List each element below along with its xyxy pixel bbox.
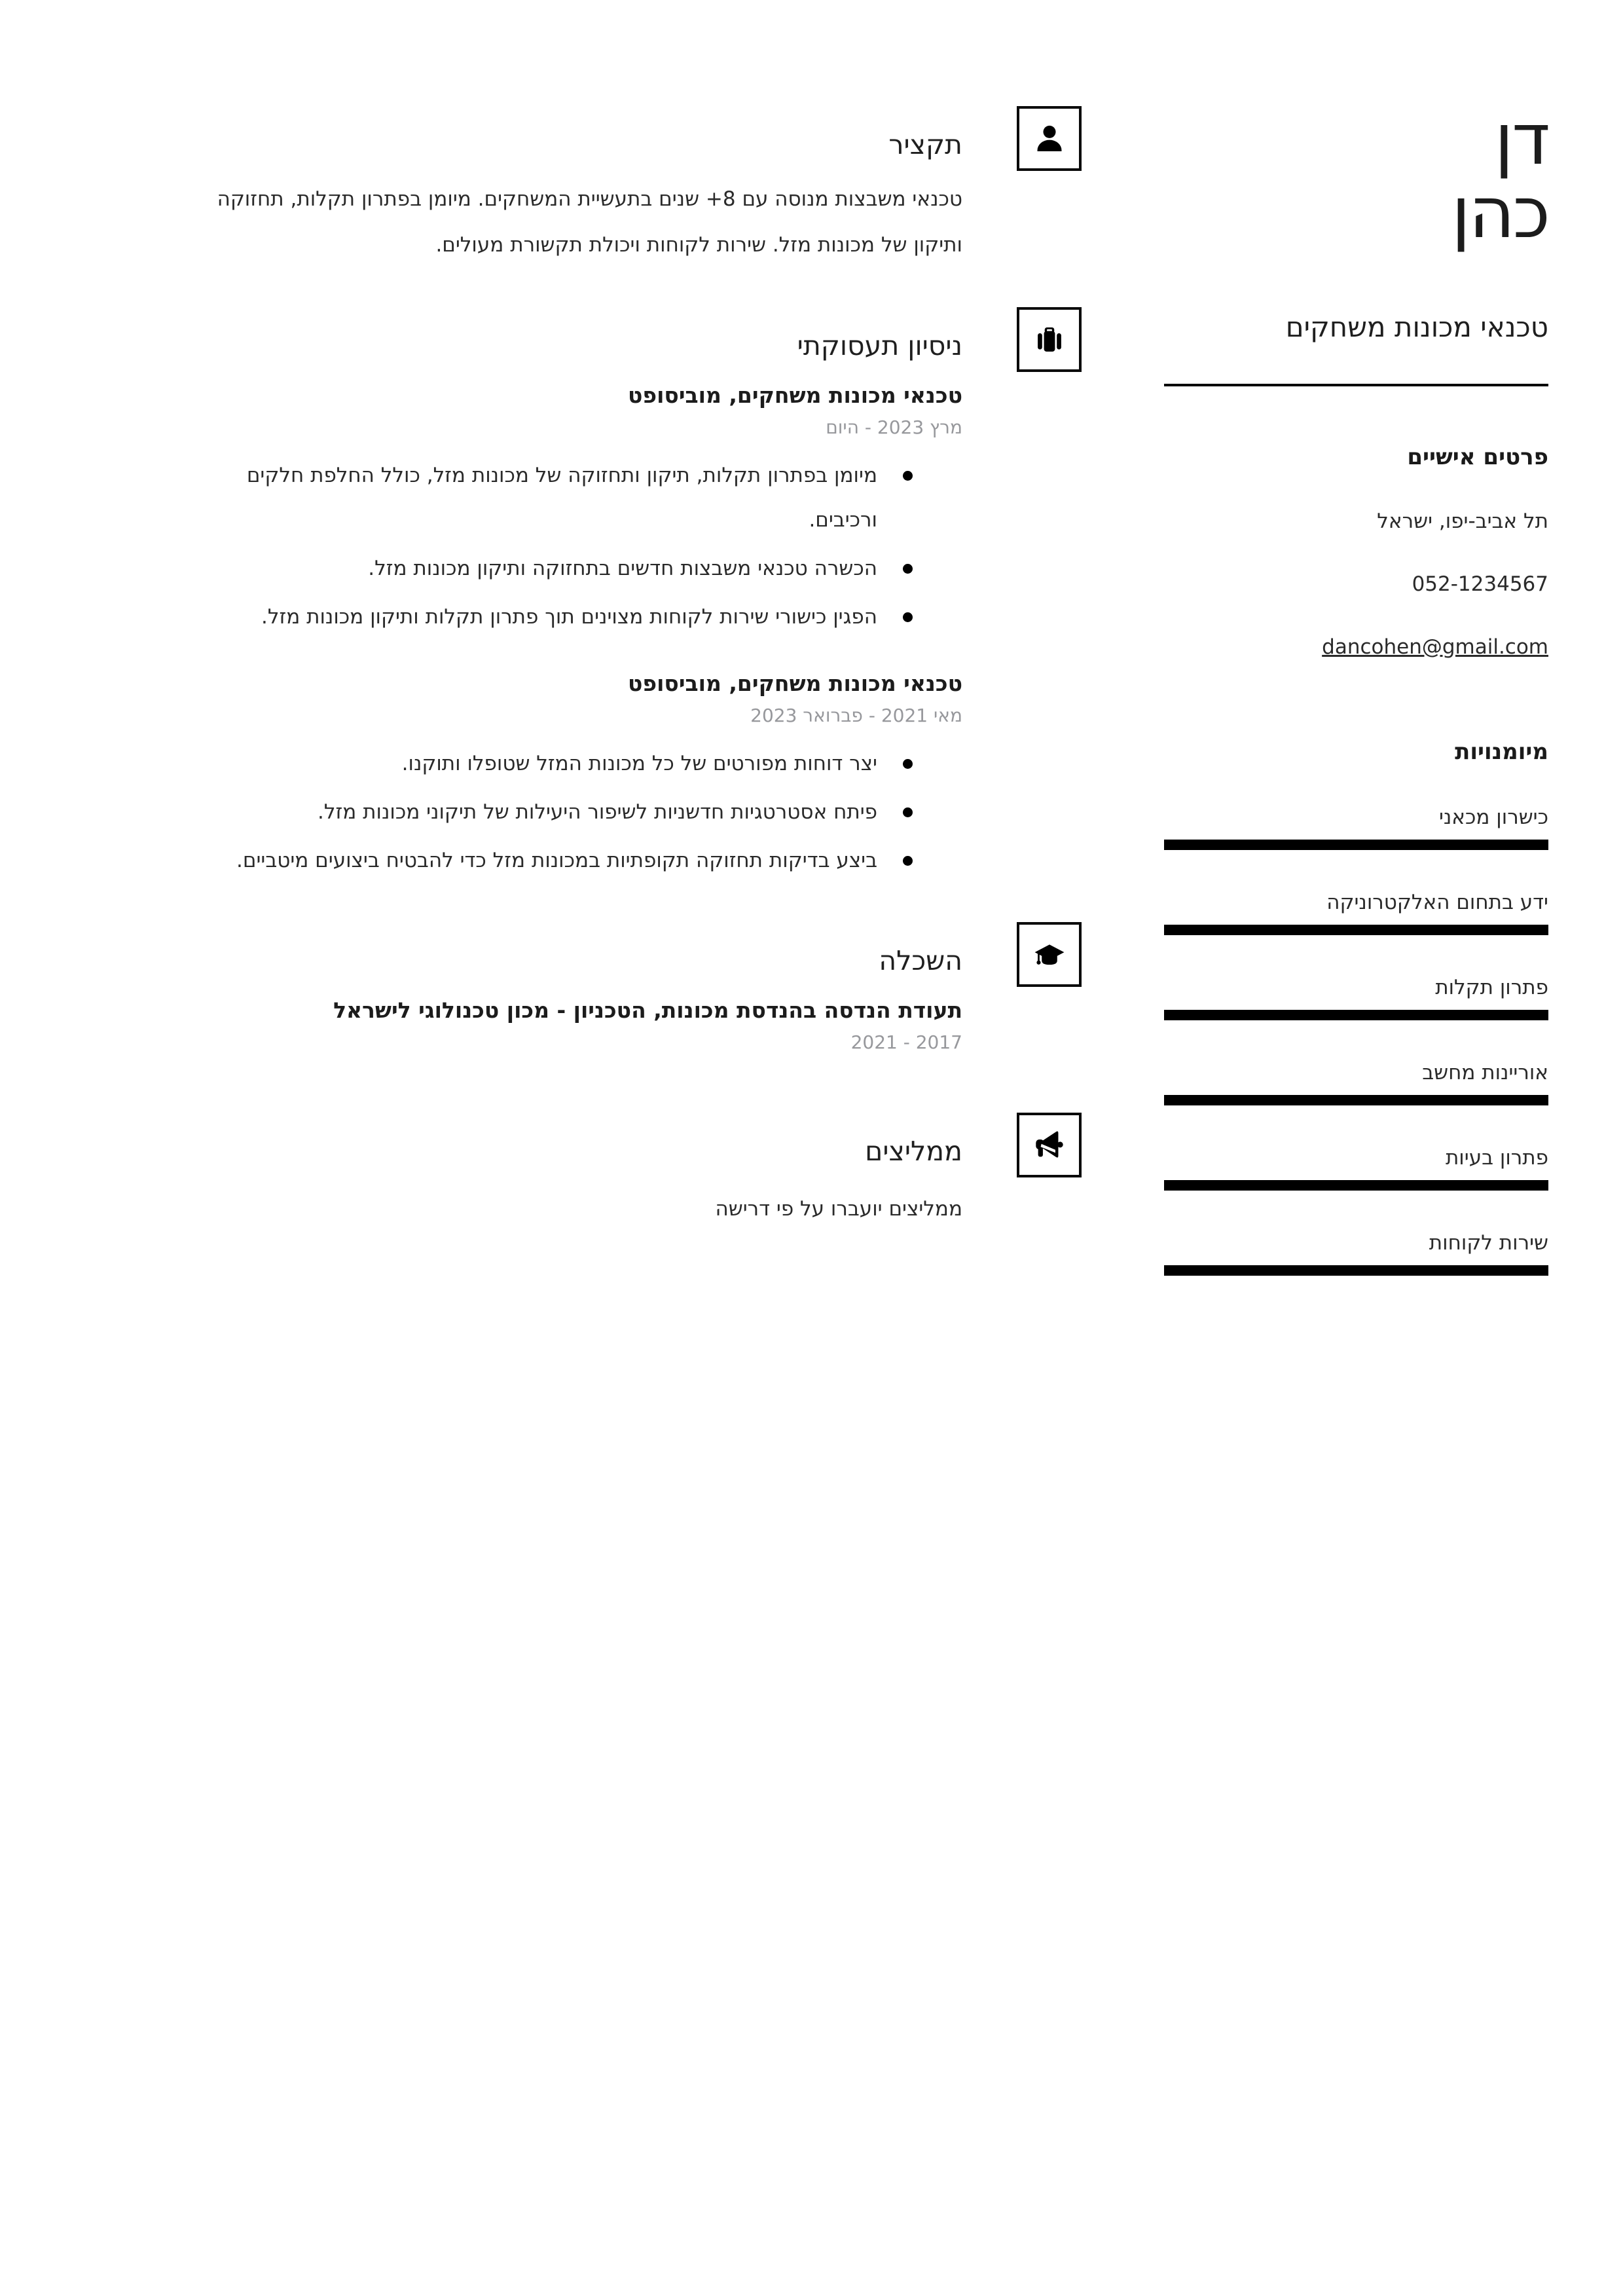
personal-details-header: פרטים אישיים [1407,443,1548,470]
email-link[interactable]: dancohen@gmail.com [1322,635,1548,659]
education-icon-box [1017,922,1082,987]
job-dates: מאי 2021 - פברואר 2023 [750,705,962,726]
job-entry [177,381,962,639]
skill-level-bar [1164,1010,1548,1020]
skill-item [1164,1060,1548,1105]
education-dates: 2017 - 2021 [850,1031,962,1053]
job-entry [177,669,962,883]
last-name: כהן [1451,172,1548,255]
section-references [177,1135,962,1223]
section-education [177,944,962,1055]
skills-header: מיומנויות [1455,738,1548,765]
skill-item [1164,804,1548,850]
briefcase-icon [1031,322,1068,358]
section-summary [177,128,962,268]
job-title: טכנאי מכונות משחקים, מוביסופט [627,382,962,408]
section-experience [177,329,962,883]
skill-label: פתרון בעיות [1445,1145,1548,1170]
job-bullet: מיומן בפתרון תקלות, תיקון ותחזוקה של מכונות מזל, כולל החלפת חלקים ורכיבים. [177,453,962,542]
skill-item [1164,1230,1548,1276]
summary-header: תקציר [888,129,962,160]
candidate-job-title: טכנאי מכונות משחקים [1285,310,1548,343]
main-content [177,0,962,1223]
job-bullet: ביצע בדיקות תחזוקה תקופתיות במכונות מזל כדי להבטיח ביצועים מיטביים. [177,838,962,883]
skill-item [1164,889,1548,935]
job-title: טכנאי מכונות משחקים, מוביסופט [627,671,962,696]
references-header: ממליצים [865,1136,962,1167]
person-icon [1031,120,1068,157]
job-bullet: יצר דוחות מפורטים של כל מכונות המזל שטופלו ותוקנו. [177,741,962,786]
job-bullet: הכשרה טכנאי משבצות חדשים בתחזוקה ותיקון מכונות מזל. [177,546,962,591]
header-divider [1164,384,1548,386]
job-bullet-list [177,453,962,639]
skill-label: פתרון תקלות [1435,975,1548,999]
skill-item [1164,974,1548,1020]
candidate-name [1164,99,1548,255]
skills-list [1164,804,1548,1276]
experience-icon-box [1017,307,1082,372]
skill-label: ידע בתחום האלקטרוניקה [1326,890,1548,914]
megaphone-icon [1031,1127,1068,1164]
job-bullet: פיתח אסטרטגיות חדשניות לשיפור היעילות של תיקוני מכונות מזל. [177,790,962,834]
education-header: השכלה [879,945,962,976]
graduation-cap-icon [1031,936,1068,973]
references-icon-box [1017,1113,1082,1177]
skill-level-bar [1164,1265,1548,1276]
skill-label: אוריינות מחשב [1422,1060,1548,1084]
email-link-wrap [1164,635,1548,659]
skill-item [1164,1145,1548,1191]
job-bullet-list [177,741,962,883]
skill-level-bar [1164,1095,1548,1105]
first-name: דן [1494,99,1548,181]
sidebar [1164,0,1548,1276]
degree-title: תעודת הנדסה בהנדסת מכונות, הטכניון - מכון טכנולוגי לישראל [333,997,962,1023]
job-bullet: הפגין כישורי שירות לקוחות מצוינים תוך פתרון תקלות ותיקון מכונות מזל. [177,595,962,639]
summary-icon-box [1017,106,1082,171]
summary-text: טכנאי משבצות מנוסה עם 8+ שנים בתעשיית המשחקים. מיומן בפתרון תקלות, תחזוקה ותיקון של מכונות מזל. שירות לקוחות ויכולת תקשורת מעולים. [217,187,962,257]
location-text: תל אביב-יפו, ישראל [1377,509,1548,533]
skill-level-bar [1164,925,1548,935]
skill-label: כישרון מכאני [1438,805,1548,829]
job-dates: מרץ 2023 - היום [826,417,962,438]
experience-header: ניסיון תעסוקתי [797,330,962,361]
skill-label: שירות לקוחות [1429,1231,1548,1255]
phone-text: 052-1234567 [1412,572,1548,596]
references-text: ממליצים יועברו על פי דרישה [715,1197,962,1221]
skill-level-bar [1164,1180,1548,1191]
skill-level-bar [1164,840,1548,850]
